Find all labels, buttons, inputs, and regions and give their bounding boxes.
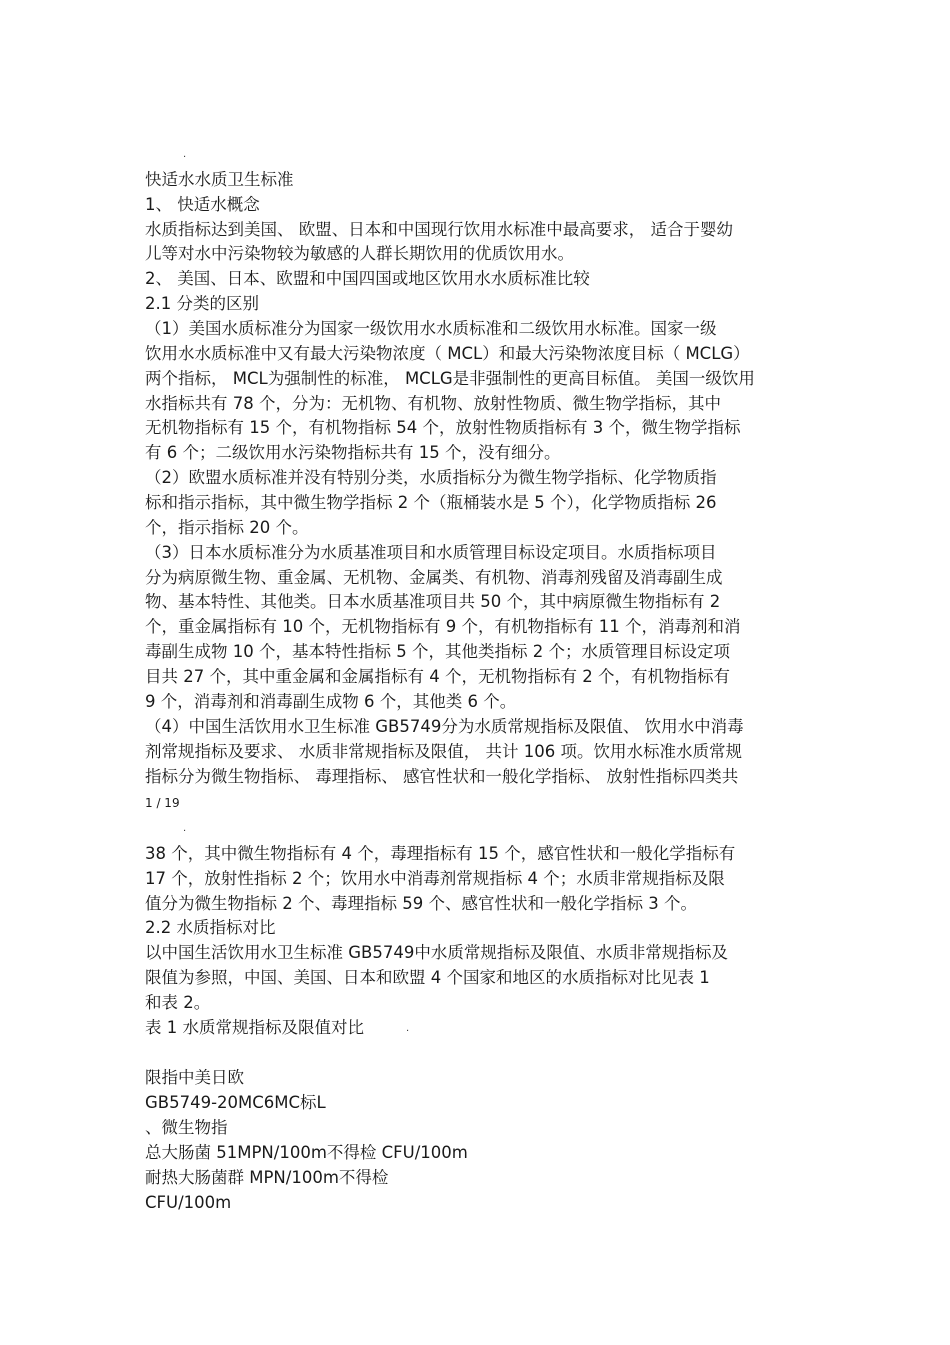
paragraph-line: 水指标共有 78 个，分为：无机物、有机物、放射性物质、微生物学指标，其中 <box>145 394 721 413</box>
page-marker-dot: . <box>183 823 187 834</box>
table-row-line: 总大肠菌 51MPN/100m不得检 CFU/100m <box>145 1143 468 1162</box>
paragraph-line: 限值为参照，中国、美国、日本和欧盟 4 个国家和地区的水质指标对比见表 1 <box>145 968 710 987</box>
section-heading: 2、 美国、日本、欧盟和中国四国或地区饮用水水质标准比较 <box>145 269 590 288</box>
section-heading: 1、 快适水概念 <box>145 195 260 214</box>
paragraph-line: 毒副生成物 10 个，基本特性指标 5 个，其他类指标 2 个；水质管理目标设定项 <box>145 642 730 661</box>
table-caption: 表 1 水质常规指标及限值对比 <box>145 1018 364 1037</box>
table-row-line: 、微生物指 <box>145 1118 228 1137</box>
paragraph-line: 目共 27 个，其中重金属和金属指标有 4 个，无机物指标有 2 个，有机物指标有 <box>145 667 730 686</box>
paragraph-line: 17 个，放射性指标 2 个；饮用水中消毒剂常规指标 4 个；水质非常规指标及限 <box>145 869 725 888</box>
paragraph-line: 个，指示指标 20 个。 <box>145 518 309 537</box>
paragraph-line: 指标分为微生物指标、 毒理指标、 感官性状和一般化学指标、 放射性指标四类共 <box>145 767 739 786</box>
page-number: 1 / 19 <box>145 796 180 810</box>
subsection-heading: 2.1 分类的区别 <box>145 294 259 313</box>
paragraph-line: 儿等对水中污染物较为敏感的人群长期饮用的优质饮用水。 <box>145 244 574 263</box>
paragraph-line: 水质指标达到美国、 欧盟、日本和中国现行饮用水标准中最高要求， 适合于婴幼 <box>145 220 733 239</box>
paragraph-line: 剂常规指标及要求、 水质非常规指标及限值， 共计 106 项。饮用水标准水质常规 <box>145 742 742 761</box>
paragraph-line: 分为病原微生物、重金属、无机物、金属类、有机物、消毒剂残留及消毒副生成 <box>145 568 723 587</box>
paragraph-line: （3）日本水质标准分为水质基准项目和水质管理目标设定项目。水质指标项目 <box>145 543 717 562</box>
table-header-line: 限指中美日欧 <box>145 1068 244 1087</box>
paragraph-line: 和表 2。 <box>145 993 211 1012</box>
paragraph-line: 38 个，其中微生物指标有 4 个，毒理指标有 15 个，感官性状和一般化学指标有 <box>145 844 736 863</box>
table-row-line: CFU/100m <box>145 1193 232 1212</box>
paragraph-line: 饮用水水质标准中又有最大污染物浓度（ MCL）和最大污染物浓度目标（ MCLG） <box>145 344 750 363</box>
paragraph-line: 物、基本特性、其他类。日本水质基准项目共 50 个，其中病原微生物指标有 2 <box>145 592 721 611</box>
caption-marker-dot: . <box>406 1023 410 1034</box>
paragraph-line: （2）欧盟水质标准并没有特别分类，水质指标分为微生物学指标、化学物质指 <box>145 468 717 487</box>
table-row-line: 耐热大肠菌群 MPN/100m不得检 <box>145 1168 389 1187</box>
paragraph-line: 有 6 个；二级饮用水污染物指标共有 15 个，没有细分。 <box>145 443 561 462</box>
paragraph-line: 9 个，消毒剂和消毒副生成物 6 个，其他类 6 个。 <box>145 692 517 711</box>
page-marker-dot: . <box>183 149 187 160</box>
paragraph-line: 标和指示指标，其中微生物学指标 2 个（瓶桶装水是 5 个），化学物质指标 26 <box>145 493 717 512</box>
paragraph-line: 无机物指标有 15 个，有机物指标 54 个，放射性物质指标有 3 个，微生物学指标 <box>145 418 741 437</box>
paragraph-line: （1）美国水质标准分为国家一级饮用水水质标准和二级饮用水标准。国家一级 <box>145 319 717 338</box>
paragraph-line: 个，重金属指标有 10 个，无机物指标有 9 个，有机物指标有 11 个，消毒剂和消 <box>145 617 741 636</box>
paragraph-line: 值分为微生物指标 2 个、毒理指标 59 个、感官性状和一般化学指标 3 个。 <box>145 894 697 913</box>
paragraph-line: 两个指标， MCL为强制性的标准， MCLG是非强制性的更高目标值。 美国一级饮用 <box>145 369 755 388</box>
subsection-heading: 2.2 水质指标对比 <box>145 918 276 937</box>
document-title: 快适水水质卫生标准 <box>145 170 294 189</box>
paragraph-line: （4）中国生活饮用水卫生标准 GB5749分为水质常规指标及限值、 饮用水中消毒 <box>145 717 744 736</box>
paragraph-line: 以中国生活饮用水卫生标准 GB5749中水质常规指标及限值、水质非常规指标及 <box>145 943 728 962</box>
table-header-line: GB5749-20MC6MC标L <box>145 1093 326 1112</box>
